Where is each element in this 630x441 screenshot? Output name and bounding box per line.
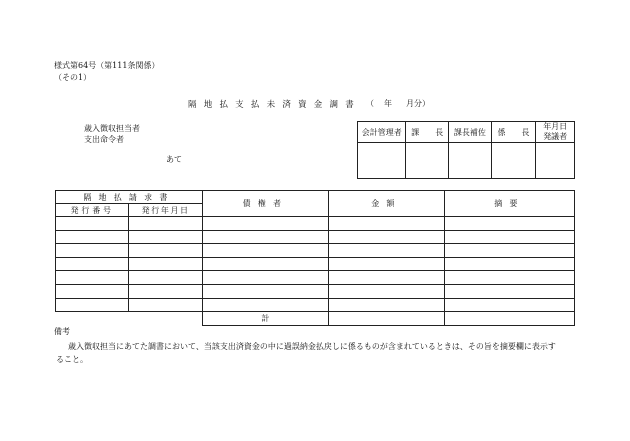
cell-amount: [328, 271, 444, 285]
cell-issue-number: [56, 244, 129, 258]
cell-issue-date: [129, 284, 202, 298]
table-row: [56, 230, 575, 244]
table-row: [56, 298, 575, 312]
approval-header-deputy-chief: 課長補佐: [449, 122, 492, 143]
cell-amount: [328, 217, 444, 231]
remarks-heading: 備考: [54, 327, 70, 336]
cell-issue-number: [56, 298, 129, 312]
cell-summary: [444, 230, 574, 244]
cell-issue-date: [129, 217, 202, 231]
cell-summary: [444, 257, 574, 271]
cell-creditor: [202, 257, 328, 271]
approval-stamp-cell: [406, 143, 449, 179]
header-summary: 摘要: [444, 191, 574, 217]
addressee-revenue-officer: 歳入徴収担当者: [84, 124, 140, 133]
cell-creditor: [202, 284, 328, 298]
table-row: [56, 257, 575, 271]
cell-issue-date: [129, 230, 202, 244]
approval-box: [357, 121, 575, 179]
cell-amount: [328, 230, 444, 244]
header-remittance-request: 隔地払請求書: [56, 191, 203, 204]
approval-header-date: 年月日: [543, 122, 568, 131]
cell-issue-number: [56, 271, 129, 285]
total-row-blank: [56, 312, 203, 326]
approval-header-unit-chief: 係 長: [491, 122, 536, 143]
table-row: [56, 271, 575, 285]
header-amount: 金額: [328, 191, 444, 217]
approval-stamp-cell: [491, 143, 536, 179]
cell-issue-number: [56, 284, 129, 298]
cell-creditor: [202, 217, 328, 231]
cell-creditor: [202, 244, 328, 258]
approval-header-accounting-manager: 会計管理者: [358, 122, 406, 143]
form-number: 様式第64号（第111条関係）: [54, 61, 160, 70]
cell-summary: [444, 284, 574, 298]
cell-issue-date: [129, 271, 202, 285]
cell-issue-date: [129, 244, 202, 258]
cell-issue-date: [129, 298, 202, 312]
approval-header-proposer: 発議者: [543, 132, 568, 141]
addressee-payment-officer: 支出命令者: [84, 135, 124, 144]
approval-stamp-cell: [449, 143, 492, 179]
cell-summary: [444, 244, 574, 258]
cell-amount: [328, 244, 444, 258]
total-summary-cell: [444, 312, 574, 326]
cell-creditor: [202, 271, 328, 285]
cell-creditor: [202, 230, 328, 244]
table-row: [56, 244, 575, 258]
cell-amount: [328, 284, 444, 298]
addressee-ate: あて: [166, 155, 182, 164]
period-year-label: 年: [384, 99, 392, 108]
cell-creditor: [202, 298, 328, 312]
remarks-text-line1: 歳入徴収担当にあてた調書において、当該支出済資金の中に過誤納金払戻しに係るものが含まれているときは、その旨を摘要欄に表示す: [68, 342, 556, 351]
cell-issue-date: [129, 257, 202, 271]
form-subnumber: （その1）: [54, 73, 92, 82]
approval-stamp-cell: [358, 143, 406, 179]
approval-stamp-cell: [536, 143, 575, 179]
cell-issue-number: [56, 230, 129, 244]
document-title: 隔地払支払未済資金調書: [188, 100, 361, 110]
table-row: [56, 217, 575, 231]
cell-summary: [444, 298, 574, 312]
header-creditor: 債権者: [202, 191, 328, 217]
total-amount-cell: [328, 312, 444, 326]
main-table: [55, 190, 575, 326]
cell-summary: [444, 271, 574, 285]
approval-header-section-chief: 課 長: [406, 122, 449, 143]
cell-issue-number: [56, 217, 129, 231]
cell-amount: [328, 257, 444, 271]
header-issue-date: 発行年月日: [129, 204, 202, 217]
remarks-text-line2: ること。: [56, 355, 88, 364]
cell-summary: [444, 217, 574, 231]
total-label: 計: [202, 312, 328, 326]
approval-header-date-proposer: [536, 122, 575, 143]
header-issue-number: 発行番号: [56, 204, 129, 217]
table-row: [56, 284, 575, 298]
total-row: [56, 312, 575, 326]
cell-amount: [328, 298, 444, 312]
period-month-label: 月分）: [406, 99, 430, 108]
period-open: （: [366, 99, 374, 108]
cell-issue-number: [56, 257, 129, 271]
